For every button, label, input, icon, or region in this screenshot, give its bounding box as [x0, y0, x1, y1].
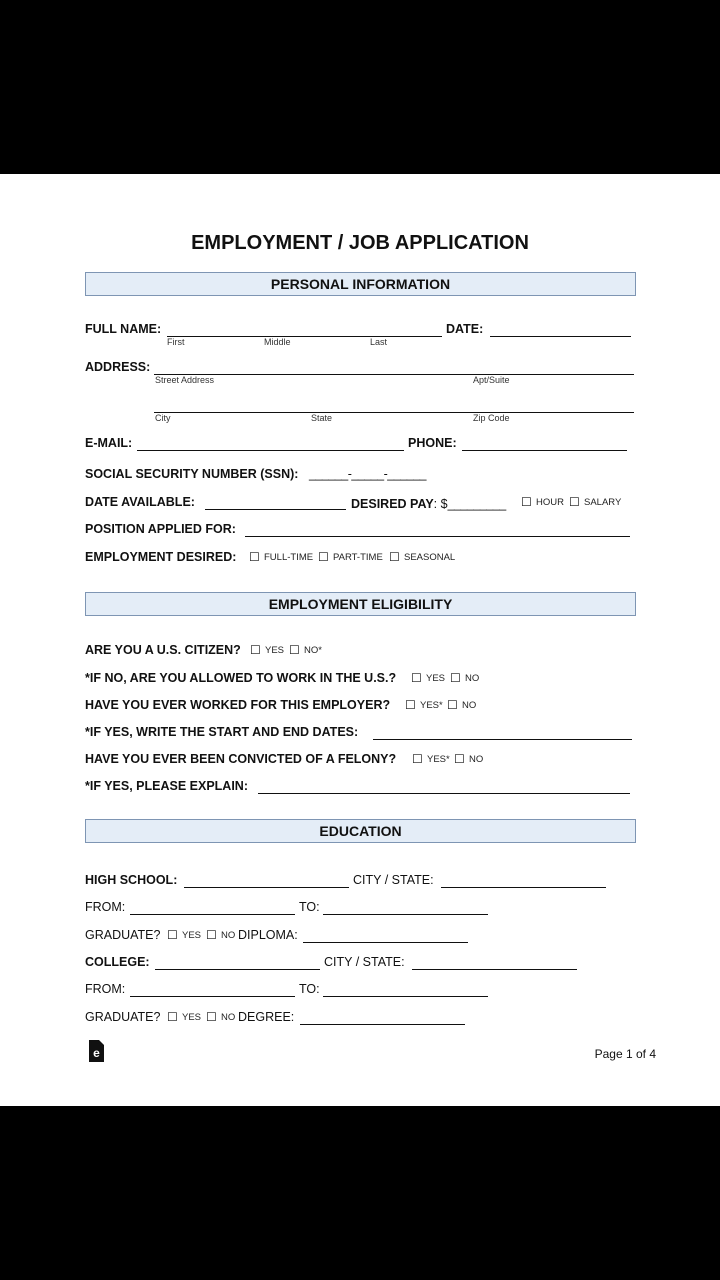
state-caption: State: [311, 413, 333, 423]
date-available-label: DATE AVAILABLE:: [85, 495, 195, 509]
hs-to-field[interactable]: [323, 914, 488, 915]
full-time-checkbox[interactable]: ☐: [249, 550, 260, 564]
phone-field[interactable]: [462, 450, 627, 451]
felony-no-checkbox[interactable]: ☐: [454, 752, 465, 766]
date-label: DATE:: [446, 322, 484, 336]
city-caption: City: [155, 413, 171, 423]
middle-caption: Middle: [264, 337, 291, 347]
college-from-label: FROM:: [85, 982, 126, 996]
degree-label: DEGREE:: [238, 1010, 295, 1024]
degree-field[interactable]: [300, 1024, 465, 1025]
street-caption: Street Address: [155, 375, 215, 385]
employment-desired-label: EMPLOYMENT DESIRED:: [85, 550, 237, 564]
citizen-question: ARE YOU A U.S. CITIZEN?: [85, 643, 241, 657]
first-caption: First: [167, 337, 185, 347]
e-logo-icon: [89, 1040, 104, 1062]
page-number: Page 1 of 4: [594, 1047, 656, 1061]
position-label: POSITION APPLIED FOR:: [85, 522, 236, 536]
salary-option-label: SALARY: [584, 497, 622, 508]
college-city-state-field[interactable]: [412, 969, 577, 970]
citizen-no-checkbox[interactable]: ☐: [289, 643, 300, 657]
college-graduate-yes-checkbox[interactable]: ☐: [167, 1010, 178, 1024]
allowed-no-label: NO: [465, 673, 480, 684]
hs-graduate-no-label: NO: [221, 930, 236, 941]
worked-yes-checkbox[interactable]: ☐: [405, 698, 416, 712]
desired-pay-currency: : $: [433, 497, 448, 511]
svg-text:e: e: [93, 1046, 100, 1060]
hs-to-label: TO:: [299, 900, 320, 914]
college-graduate-no-label: NO: [221, 1012, 236, 1023]
worked-no-checkbox[interactable]: ☐: [447, 698, 458, 712]
ssn-field[interactable]: ______-_____-______: [309, 467, 427, 481]
college-to-label: TO:: [299, 982, 320, 996]
hs-graduate-no-checkbox[interactable]: ☐: [206, 928, 217, 942]
citizen-yes-checkbox[interactable]: ☐: [250, 643, 261, 657]
apt-caption: Apt/Suite: [473, 375, 510, 385]
section-header-education: EDUCATION: [85, 819, 636, 843]
last-caption: Last: [370, 337, 388, 347]
diploma-label: DIPLOMA:: [238, 928, 298, 942]
street-address-field[interactable]: [154, 374, 634, 375]
worked-yes-label: YES*: [420, 700, 443, 711]
felony-yes-label: YES*: [427, 754, 450, 765]
college-from-field[interactable]: [130, 996, 295, 997]
high-school-field[interactable]: [184, 887, 349, 888]
felony-question: HAVE YOU EVER BEEN CONVICTED OF A FELONY?: [85, 752, 397, 766]
allowed-no-checkbox[interactable]: ☐: [450, 671, 461, 685]
college-city-state-label: CITY / STATE:: [324, 955, 405, 969]
college-graduate-label: GRADUATE?: [85, 1010, 161, 1024]
allowed-yes-label: YES: [426, 673, 446, 684]
citizen-no-label: NO*: [304, 645, 322, 656]
part-time-option-label: PART-TIME: [333, 552, 383, 563]
hs-graduate-yes-label: YES: [182, 930, 202, 941]
allowed-yes-checkbox[interactable]: ☐: [411, 671, 422, 685]
college-graduate-yes-label: YES: [182, 1012, 202, 1023]
email-label: E-MAIL:: [85, 436, 133, 450]
college-field[interactable]: [155, 969, 320, 970]
city-state-zip-field[interactable]: [154, 412, 634, 413]
address-label: ADDRESS:: [85, 360, 151, 374]
date-field[interactable]: [490, 336, 631, 337]
explain-label: *IF YES, PLEASE EXPLAIN:: [85, 779, 249, 793]
hour-option-label: HOUR: [536, 497, 564, 508]
desired-pay-group: [351, 495, 506, 513]
worked-before-question: HAVE YOU EVER WORKED FOR THIS EMPLOYER?: [85, 698, 391, 712]
full-time-option-label: FULL-TIME: [264, 552, 314, 563]
worked-no-label: NO: [462, 700, 477, 711]
seasonal-checkbox[interactable]: ☐: [389, 550, 400, 564]
felony-no-label: NO: [469, 754, 484, 765]
salary-checkbox[interactable]: ☐: [569, 495, 580, 509]
seasonal-option-label: SEASONAL: [404, 552, 456, 563]
hs-graduate-yes-checkbox[interactable]: ☐: [167, 928, 178, 942]
hs-city-state-field[interactable]: [441, 887, 606, 888]
hs-graduate-label: GRADUATE?: [85, 928, 161, 942]
felony-yes-checkbox[interactable]: ☐: [412, 752, 423, 766]
college-label: COLLEGE:: [85, 955, 150, 969]
hs-from-field[interactable]: [130, 914, 295, 915]
phone-label: PHONE:: [408, 436, 457, 450]
diploma-field[interactable]: [303, 942, 468, 943]
email-field[interactable]: [137, 450, 404, 451]
zip-caption: Zip Code: [473, 413, 510, 423]
ssn-label: SOCIAL SECURITY NUMBER (SSN):: [85, 467, 299, 481]
desired-pay-field[interactable]: _________: [447, 497, 506, 511]
position-field[interactable]: [245, 536, 630, 537]
section-header-eligibility: EMPLOYMENT ELIGIBILITY: [85, 592, 636, 616]
page-title: EMPLOYMENT / JOB APPLICATION: [191, 232, 529, 254]
hs-from-label: FROM:: [85, 900, 126, 914]
hour-checkbox[interactable]: ☐: [521, 495, 532, 509]
start-end-dates-field[interactable]: [373, 739, 632, 740]
start-end-dates-label: *IF YES, WRITE THE START AND END DATES:: [85, 725, 359, 739]
document-page: [0, 174, 720, 1106]
college-to-field[interactable]: [323, 996, 488, 997]
full-name-field[interactable]: [167, 336, 442, 337]
desired-pay-label: DESIRED PAY: [351, 497, 434, 511]
citizen-yes-label: YES: [265, 645, 285, 656]
high-school-label: HIGH SCHOOL:: [85, 873, 178, 887]
date-available-field[interactable]: [205, 509, 346, 510]
explain-field[interactable]: [258, 793, 630, 794]
part-time-checkbox[interactable]: ☐: [318, 550, 329, 564]
allowed-to-work-question: *IF NO, ARE YOU ALLOWED TO WORK IN THE U.S.?: [85, 671, 397, 685]
full-name-label: FULL NAME:: [85, 322, 162, 336]
college-graduate-no-checkbox[interactable]: ☐: [206, 1010, 217, 1024]
hs-city-state-label: CITY / STATE:: [353, 873, 434, 887]
section-header-personal: PERSONAL INFORMATION: [85, 272, 636, 296]
